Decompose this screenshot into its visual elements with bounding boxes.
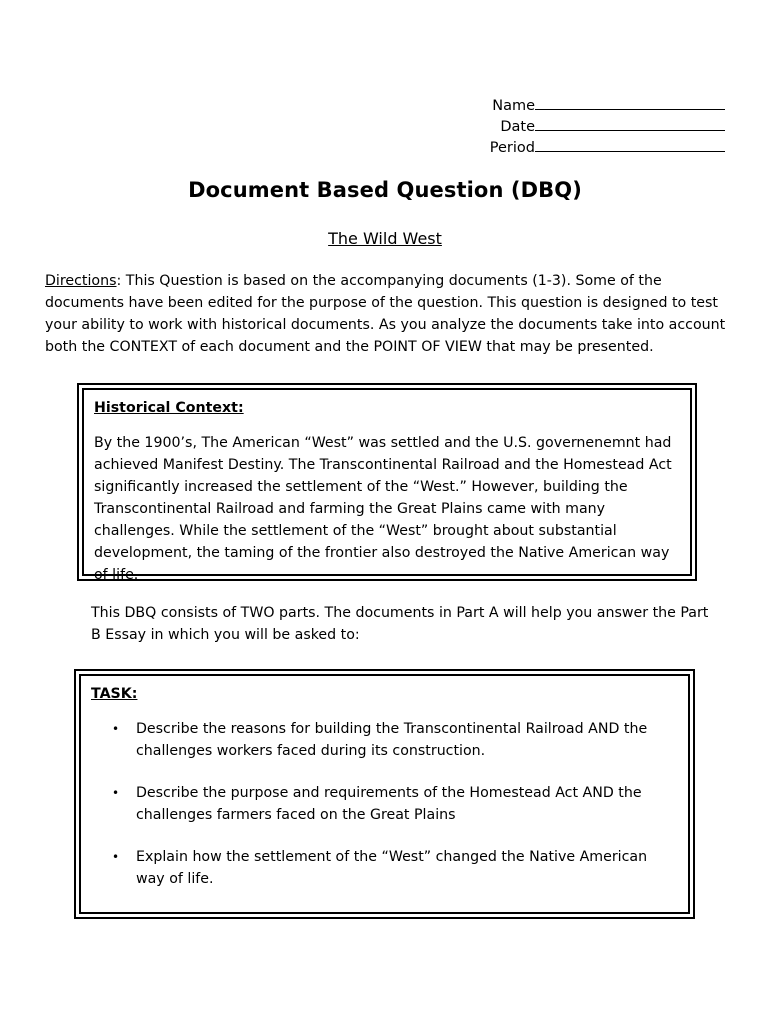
- date-blank[interactable]: [535, 116, 725, 131]
- directions-text: : This Question is based on the accompanying documents (1-3). Some of the documents have been edited for the purpose of the question. This question is designed to test your ability to work with historical documents. As you analyze the documents take into account both the CONTEXT of each document and the POINT OF VIEW that may be presented.: [45, 273, 726, 355]
- directions-label: Directions: [45, 273, 117, 289]
- period-label: Period: [489, 140, 535, 156]
- directions-paragraph: [45, 270, 735, 358]
- task-item: [91, 847, 678, 890]
- task-label: TASK:: [91, 686, 138, 702]
- bullet-icon: •: [112, 850, 120, 864]
- page-subtitle: The Wild West: [328, 229, 442, 248]
- bullet-icon: •: [112, 786, 120, 800]
- task-item-text: Explain how the settlement of the “West” changed the Native American way of life.: [136, 849, 648, 887]
- task-list: [91, 719, 678, 890]
- task-box: [74, 669, 695, 919]
- task-item-text: Describe the reasons for building the Transcontinental Railroad AND the challenges workers faced during its construction.: [136, 721, 648, 759]
- period-field: [485, 137, 725, 159]
- historical-context-text: By the 1900’s, The American “West” was settled and the U.S. governenemnt had achieved Manifest Destiny. The Transcontinental Railroad and the Homestead Act significantly increased the settlement of the “West.” However, building the Transcontinental Railroad and farming the Great Plains came with many challenges. While the settlement of the “West” brought about substantial development, the taming of the frontier also destroyed the Native American way of life.: [94, 435, 672, 583]
- bullet-icon: •: [112, 722, 120, 736]
- historical-context-box: [77, 383, 697, 581]
- historical-context-label: Historical Context:: [94, 400, 244, 416]
- task-inner: [79, 674, 690, 914]
- date-field: [485, 116, 725, 138]
- task-item: [91, 783, 678, 826]
- task-item: [91, 719, 678, 762]
- task-item-text: Describe the purpose and requirements of the Homestead Act AND the challenges farmers faced on the Great Plains: [136, 785, 642, 823]
- period-blank[interactable]: [535, 137, 725, 152]
- name-field: [485, 95, 725, 117]
- date-label: Date: [500, 119, 535, 135]
- page-title: Document Based Question (DBQ): [188, 178, 582, 202]
- name-blank[interactable]: [535, 95, 725, 110]
- name-label: Name: [492, 98, 535, 114]
- historical-context-inner: [82, 388, 692, 583]
- intro-paragraph: This DBQ consists of TWO parts. The documents in Part A will help you answer the Part B Essay in which you will be asked to:: [91, 605, 709, 643]
